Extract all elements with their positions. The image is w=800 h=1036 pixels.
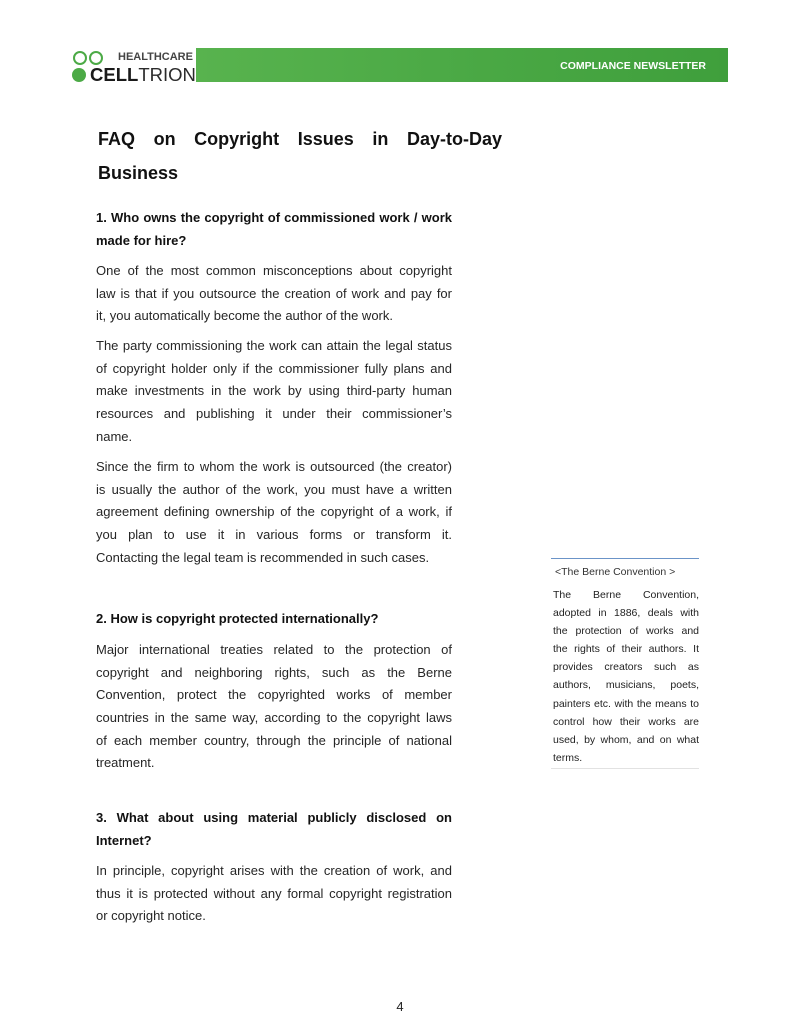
sidebar-line: control how their works are — [553, 715, 699, 728]
paragraph-line: is usually the author of the work, you must have a written — [96, 481, 452, 497]
sidebar-line: the rights of their authors. It — [553, 643, 699, 656]
title-line: Business — [98, 163, 179, 183]
sidebar-line: painters etc. with the means to — [553, 697, 699, 710]
heading-line: 2. How is copyright protected internationally? — [96, 611, 379, 626]
section-1-paragraph-3 — [96, 456, 452, 569]
page-number: 4 — [396, 999, 404, 1014]
paragraph-line: The party commissioning the work can attain the legal status — [96, 338, 452, 353]
paragraph-line: of each member country, through the principle of national — [96, 732, 452, 748]
paragraph-line: countries in the same way, according to the copyright laws — [96, 710, 452, 726]
logo-ring-icon — [73, 51, 87, 65]
logo-brand — [90, 64, 196, 85]
paragraph-line: copyright and neighboring rights, such as the Berne — [96, 664, 452, 680]
logo-brand-light: TRION — [138, 64, 196, 85]
logo-dot-icon — [72, 68, 86, 82]
paragraph-line: One of the most common misconceptions about copyright — [96, 263, 452, 278]
sidebar-line: provides creators such as — [553, 661, 699, 674]
sidebar-line: used, by whom, and on what — [553, 734, 699, 746]
paragraph-line: it, you automatically become the author of the work. — [96, 308, 393, 324]
title-line: FAQ on Copyright Issues in Day-to-Day — [98, 129, 502, 149]
sidebar-line: terms. — [553, 752, 583, 765]
paragraph-line: thus it is protected without any formal copyright registration — [96, 885, 452, 901]
heading-line: 3. What about using material publicly disclosed on — [96, 810, 452, 825]
newsletter-banner — [196, 48, 728, 82]
paragraph-line: treatment. — [96, 755, 155, 771]
heading-line: Internet? — [96, 832, 152, 848]
banner-label: COMPLIANCE NEWSLETTER — [560, 60, 706, 72]
paragraph-line: In principle, copyright arises with the creation of work, and — [96, 863, 452, 878]
logo-subbrand: HEALTHCARE — [118, 51, 193, 63]
paragraph-line: you plan to use it in various forms or transform it. — [96, 527, 452, 543]
logo-brand-bold: CELL — [90, 64, 139, 85]
sidebar-line: the protection of works and — [553, 624, 699, 637]
sidebar-line: The Berne Convention, — [553, 588, 699, 601]
article-title — [98, 122, 502, 190]
sidebar-title: <The Berne Convention > — [555, 565, 676, 578]
section-3-paragraph-1 — [96, 860, 452, 928]
sidebar-line: adopted in 1886, deals with — [553, 606, 699, 619]
paragraph-line: make investments in the work by using third-party human — [96, 383, 452, 399]
section-1-paragraph-1 — [96, 260, 452, 328]
celltrion-healthcare-logo — [0, 0, 200, 90]
paragraph-line: Major international treaties related to the protection of — [96, 642, 452, 657]
paragraph-line: of copyright holder only if the commissioner fully plans and — [96, 360, 452, 376]
berne-convention-sidebar — [551, 558, 699, 769]
sidebar-body — [553, 586, 699, 768]
section-1-heading — [96, 207, 452, 252]
heading-line: 1. Who owns the copyright of commissioned work / work — [96, 210, 452, 225]
paragraph-line: name. — [96, 428, 133, 444]
paragraph-line: Since the firm to whom the work is outsourced (the creator) — [96, 459, 452, 474]
paragraph-line: law is that if you outsource the creation of work and pay for — [96, 285, 452, 301]
heading-line: made for hire? — [96, 232, 187, 248]
logo-ring-icon — [89, 51, 103, 65]
paragraph-line: Contacting the legal team is recommended in such cases. — [96, 549, 430, 565]
section-2-paragraph-1 — [96, 639, 452, 775]
paragraph-line: resources and publishing it under their commissioner’s — [96, 406, 452, 422]
paragraph-line: agreement defining ownership of the copyright of a work, if — [96, 504, 452, 520]
sidebar-line: authors, musicians, poets, — [553, 679, 699, 692]
paragraph-line: or copyright notice. — [96, 908, 206, 924]
section-3-heading — [96, 807, 452, 852]
section-2-heading — [96, 608, 452, 631]
section-1-paragraph-2 — [96, 335, 452, 448]
paragraph-line: Convention, protect the copyrighted works of member — [96, 687, 452, 703]
